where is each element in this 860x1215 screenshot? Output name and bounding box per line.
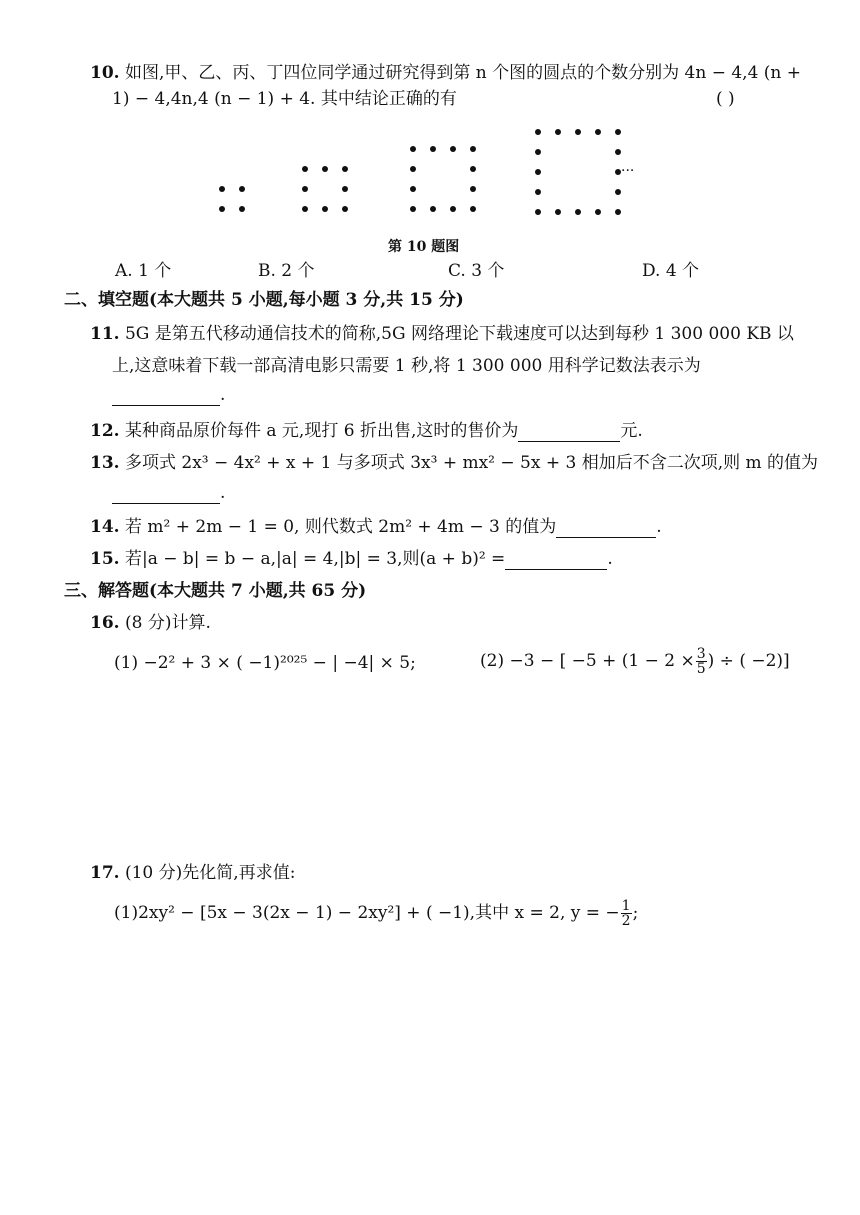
pattern-dot	[535, 129, 541, 135]
q17-part1	[114, 896, 638, 930]
q14-number: 14.	[90, 517, 120, 537]
pattern-dot	[430, 206, 436, 212]
q12-end: 元.	[620, 421, 643, 441]
pattern-dot	[239, 186, 245, 192]
pattern-dot	[555, 129, 561, 135]
q15-answer-blank[interactable]	[505, 551, 607, 570]
pattern-dot	[615, 189, 621, 195]
q16-frac-denominator: 5	[696, 661, 706, 677]
pattern-dot	[535, 169, 541, 175]
q11-line2: 上,这意味着下载一部高清电影只需要 1 秒,将 1 300 000 用科学记数法表示为	[112, 356, 701, 376]
pattern-dot	[342, 206, 348, 212]
pattern-dot	[535, 149, 541, 155]
pattern-dot	[615, 149, 621, 155]
pattern-dot	[302, 186, 308, 192]
q11-line1	[90, 323, 794, 345]
pattern-dot	[342, 186, 348, 192]
q16-intro: (8 分)计算.	[124, 613, 211, 633]
q10-text-line1: 如图,甲、乙、丙、丁四位同学通过研究得到第 n 个图的圆点的个数分别为 4n − 4,4 (n +	[124, 63, 802, 83]
q10-answer-bracket: ( )	[716, 89, 735, 109]
q11-answer-blank[interactable]	[112, 387, 220, 406]
q17-part1-a: (1)2xy² − [5x − 3(2x − 1) − 2xy²] + ( −1),其中 x = 2, y = −	[114, 903, 620, 923]
q15-line	[90, 548, 613, 570]
q13-answer-line	[112, 482, 225, 504]
pattern-dot	[615, 209, 621, 215]
q13-answer-blank[interactable]	[112, 485, 220, 504]
pattern-dot	[322, 206, 328, 212]
q16-fraction	[696, 647, 707, 676]
pattern-dot	[302, 206, 308, 212]
q10-option-b: B. 2 个	[258, 261, 315, 281]
q17-number: 17.	[90, 863, 120, 883]
q13-number: 13.	[90, 453, 120, 473]
pattern-dot	[239, 206, 245, 212]
q16-part2-b: ) ÷ ( −2)]	[707, 651, 790, 671]
q16-intro-line	[90, 612, 211, 634]
q16-number: 16.	[90, 613, 120, 633]
q14-answer-blank[interactable]	[556, 519, 656, 538]
q11-end: .	[220, 385, 226, 405]
pattern-dot	[322, 166, 328, 172]
q12-number: 12.	[90, 421, 120, 441]
q12-line	[90, 420, 643, 442]
q13-end: .	[220, 483, 226, 503]
q15-number: 15.	[90, 549, 120, 569]
section3-title: 三、解答题(本大题共 7 小题,共 65 分)	[64, 581, 367, 601]
pattern-dot	[535, 189, 541, 195]
q10-option-d: D. 4 个	[642, 261, 700, 281]
pattern-dot	[302, 166, 308, 172]
pattern-dot	[450, 206, 456, 212]
q12-text: 某种商品原价每件 a 元,现打 6 折出售,这时的售价为	[124, 421, 519, 441]
q10-option-a: A. 1 个	[115, 261, 172, 281]
q11-answer-line	[112, 384, 225, 406]
q17-intro: (10 分)先化简,再求值:	[124, 863, 296, 883]
pattern-dot	[342, 166, 348, 172]
pattern-dot	[410, 206, 416, 212]
pattern-dot	[575, 129, 581, 135]
pattern-dot	[470, 186, 476, 192]
q16-part2-a: (2) −3 − [ −5 + (1 − 2 ×	[480, 651, 695, 671]
figure-ellipsis: ···	[621, 163, 635, 179]
q14-line	[90, 516, 662, 538]
pattern-dot	[470, 146, 476, 152]
q17-frac-numerator: 1	[621, 898, 631, 914]
q13-text: 多项式 2x³ − 4x² + x + 1 与多项式 3x³ + mx² − 5x + 3 相加后不含二次项,则 m 的值为	[124, 453, 819, 473]
pattern-dot	[595, 129, 601, 135]
pattern-dot	[575, 209, 581, 215]
q17-fraction	[621, 899, 632, 928]
q10-text-line2: 1) − 4,4n,4 (n − 1) + 4. 其中结论正确的有	[112, 89, 457, 109]
q17-intro-line	[90, 862, 295, 884]
pattern-dot	[555, 209, 561, 215]
q16-part1: (1) −2² + 3 × ( −1)²⁰²⁵ − | −4| × 5;	[114, 653, 416, 673]
q13-line	[90, 452, 818, 474]
q10-option-c: C. 3 个	[448, 261, 505, 281]
pattern-dot	[615, 129, 621, 135]
pattern-dot	[219, 186, 225, 192]
q16-frac-numerator: 3	[696, 646, 706, 662]
pattern-dot	[410, 166, 416, 172]
q10-number: 10.	[90, 63, 120, 83]
figure-caption: 第 10 题图	[388, 239, 460, 255]
q11-text-line1: 5G 是第五代移动通信技术的简称,5G 网络理论下载速度可以达到每秒 1 300 000 KB 以	[124, 324, 794, 344]
pattern-dot	[470, 166, 476, 172]
q15-end: .	[607, 549, 613, 569]
q14-end: .	[656, 517, 662, 537]
q17-frac-denominator: 2	[621, 913, 631, 929]
pattern-dot	[410, 186, 416, 192]
pattern-dot	[450, 146, 456, 152]
pattern-dot	[410, 146, 416, 152]
q12-answer-blank[interactable]	[518, 423, 620, 442]
q11-number: 11.	[90, 324, 120, 344]
pattern-dot	[219, 206, 225, 212]
q15-text: 若|a − b| = b − a,|a| = 4,|b| = 3,则(a + b)² =	[124, 549, 506, 569]
section2-title: 二、填空题(本大题共 5 小题,每小题 3 分,共 15 分)	[64, 290, 464, 310]
pattern-dot	[535, 209, 541, 215]
pattern-dot	[595, 209, 601, 215]
q16-part2	[480, 644, 790, 678]
q14-text: 若 m² + 2m − 1 = 0, 则代数式 2m² + 4m − 3 的值为	[124, 517, 557, 537]
q10-figure	[0, 0, 860, 260]
pattern-dot	[430, 146, 436, 152]
q17-part1-b: ;	[632, 903, 639, 923]
pattern-dot	[470, 206, 476, 212]
